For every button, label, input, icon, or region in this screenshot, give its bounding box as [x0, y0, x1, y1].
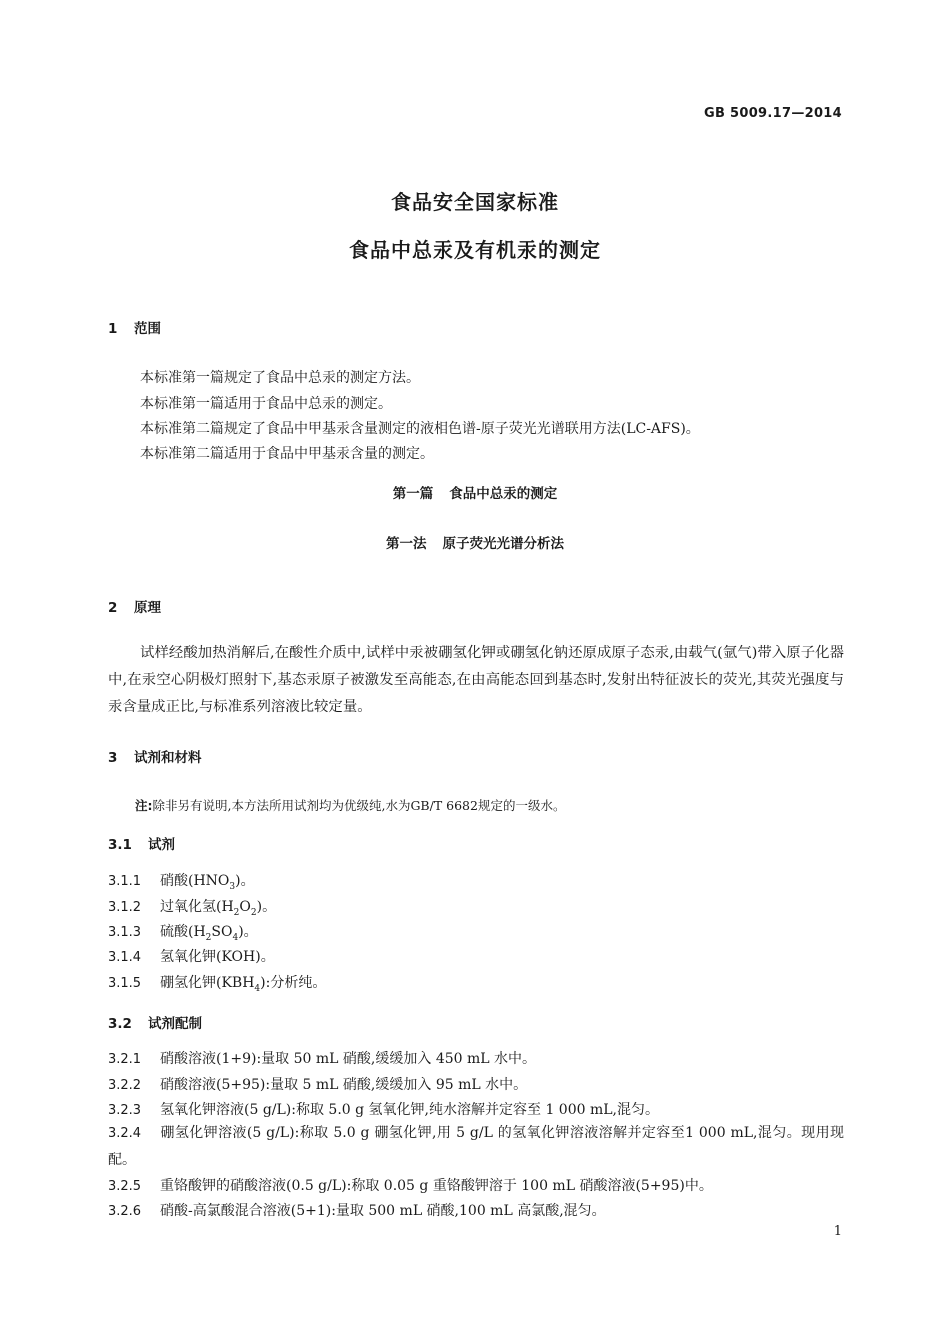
note-text: 除非另有说明,本方法所用试剂均为优级纯,水为GB/T 6682规定的一级水。: [152, 798, 566, 813]
list-item: [108, 1074, 527, 1094]
item-text: 氢氧化钾(KOH)。: [160, 949, 275, 965]
item-text: 硝酸溶液(1+9):量取 50 mL 硝酸,缓缓加入 450 mL 水中。: [160, 1051, 537, 1067]
subscript: 2: [250, 907, 257, 918]
subsection-number: 3.1: [108, 837, 132, 853]
part-label: 第一篇: [392, 486, 434, 502]
section-number: 2: [108, 600, 118, 616]
item-text: SO: [211, 924, 233, 940]
standard-number: GB 5009.17—2014: [704, 106, 842, 121]
item-text: )。: [235, 873, 255, 889]
subsection-number: 3.2: [108, 1016, 132, 1032]
scope-paragraph: 本标准第一篇规定了食品中总汞的测定方法。: [140, 370, 420, 386]
item-number: 3.1.4: [108, 950, 142, 965]
list-item: [108, 972, 326, 994]
note: [135, 796, 565, 814]
item-number: 3.2.2: [108, 1078, 142, 1093]
title-line-1: 食品安全国家标准: [391, 190, 559, 214]
item-text: )。: [256, 899, 277, 915]
section-heading-reagents: [108, 746, 202, 766]
method-title: 原子荧光光谱分析法: [442, 536, 564, 552]
list-item: [108, 1048, 536, 1068]
method-heading: [0, 532, 950, 552]
list-item: [108, 1120, 844, 1174]
scope-paragraph: 本标准第一篇适用于食品中总汞的测定。: [140, 396, 392, 412]
principle-paragraph: 试样经酸加热消解后,在酸性介质中,试样中汞被硼氢化钾或硼氢化钠还原成原子态汞,由载气(氩气)带入原子化器中,在汞空心阴极灯照射下,基态汞原子被激发至高能态,在由高能态回到基态时,发射出特征波长的荧光,其荧光强度与汞含量成正比,与标准系列溶液比较定量。: [108, 645, 844, 715]
item-number: 3.2.1: [108, 1052, 142, 1067]
part-heading: [0, 482, 950, 502]
item-number: 3.1.1: [108, 874, 142, 889]
section-number: 3: [108, 750, 118, 766]
item-text: 硝酸溶液(5+95):量取 5 mL 硝酸,缓缓加入 95 mL 水中。: [160, 1077, 528, 1093]
item-text: 硝酸(HNO: [160, 873, 230, 889]
section-title: 范围: [134, 321, 161, 337]
page-number: 1: [833, 1224, 842, 1239]
list-item: [108, 1175, 713, 1195]
subscript: 4: [254, 983, 261, 994]
section-title: 试剂和材料: [134, 750, 202, 766]
list-item: [108, 870, 255, 892]
section-heading-principle: [108, 596, 161, 616]
item-number: 3.2.6: [108, 1204, 142, 1219]
subscript: 2: [233, 907, 240, 918]
list-item: [108, 1200, 606, 1220]
subscript: 3: [229, 881, 236, 892]
part-title: 食品中总汞的测定: [449, 486, 558, 502]
item-text: 过氧化氢(H: [160, 899, 234, 915]
item-text: )。: [238, 924, 258, 940]
item-text: 硼氢化钾(KBH: [160, 975, 255, 991]
item-text: 硫酸(H: [160, 924, 206, 940]
item-number: 3.2.3: [108, 1103, 142, 1118]
subscript: 4: [232, 932, 239, 943]
list-item: [108, 946, 275, 966]
scope-paragraph: 本标准第二篇适用于食品中甲基汞含量的测定。: [140, 446, 434, 462]
method-label: 第一法: [386, 536, 427, 552]
item-text: ):分析纯。: [260, 975, 327, 991]
section-heading-scope: [108, 317, 161, 337]
item-number: 3.2.4: [108, 1126, 142, 1141]
item-text: O: [239, 899, 251, 915]
item-number: 3.1.3: [108, 925, 142, 940]
item-text: 氢氧化钾溶液(5 g/L):称取 5.0 g 氢氧化钾,纯水溶解并定容至 1 000 mL,混匀。: [160, 1102, 660, 1118]
subsection-title: 试剂配制: [148, 1016, 202, 1032]
subsection-heading-reagents: [108, 833, 175, 853]
item-number: 3.1.5: [108, 976, 142, 991]
title-line-2: 食品中总汞及有机汞的测定: [349, 238, 601, 262]
note-label: 注:: [135, 798, 153, 813]
list-item: [108, 1099, 659, 1119]
subsection-title: 试剂: [148, 837, 175, 853]
scope-paragraph: 本标准第二篇规定了食品中甲基汞含量测定的液相色谱-原子荧光光谱联用方法(LC-AFS)。: [140, 421, 700, 437]
item-text: 硼氢化钾溶液(5 g/L):称取 5.0 g 硼氢化钾,用 5 g/L 的氢氧化钾溶液溶解并定容至1 000 mL,混匀。现用现配。: [108, 1125, 844, 1168]
section-title: 原理: [134, 600, 161, 616]
list-item: [108, 921, 258, 943]
item-text: 硝酸-高氯酸混合溶液(5+1):量取 500 mL 硝酸,100 mL 高氯酸,混匀。: [160, 1203, 606, 1219]
item-text: 重铬酸钾的硝酸溶液(0.5 g/L):称取 0.05 g 重铬酸钾溶于 100 mL 硝酸溶液(5+95)中。: [160, 1178, 713, 1194]
list-item: [108, 896, 276, 918]
item-number: 3.1.2: [108, 900, 142, 915]
item-number: 3.2.5: [108, 1179, 142, 1194]
subscript: 2: [205, 932, 212, 943]
subsection-heading-preparation: [108, 1012, 202, 1032]
section-number: 1: [108, 321, 118, 337]
